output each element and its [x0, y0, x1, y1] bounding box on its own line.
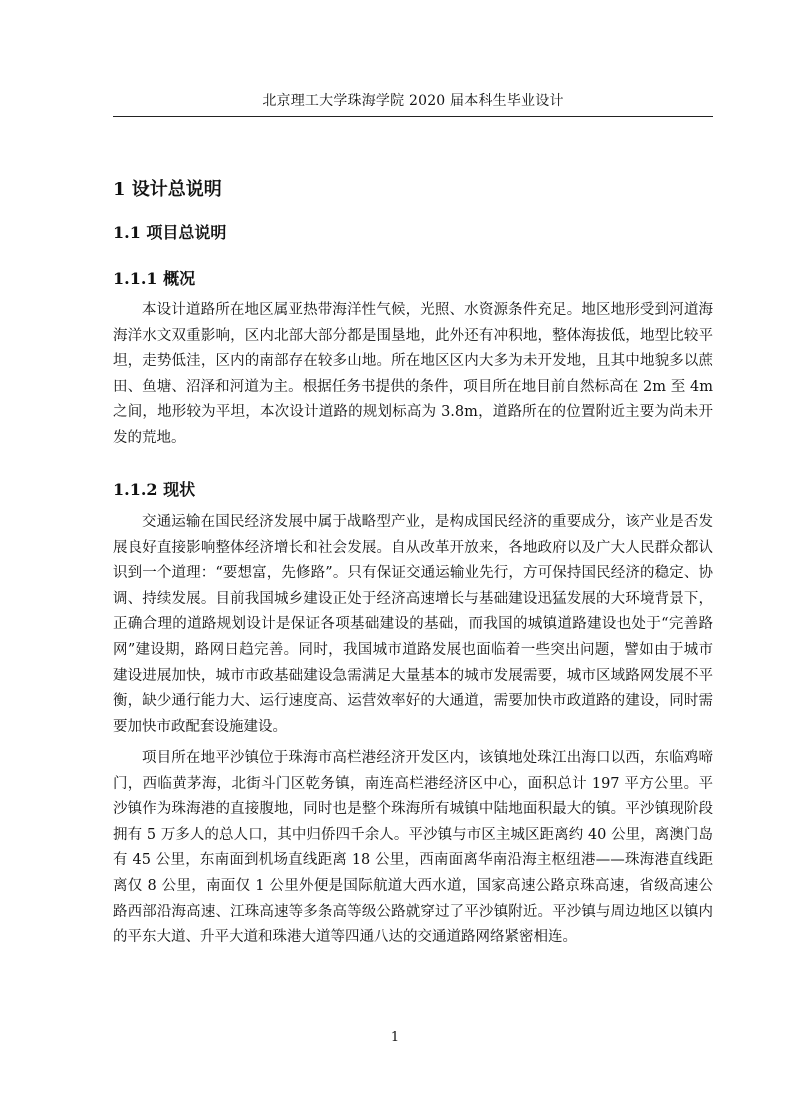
subsection-heading-status: 1.1.2 现状 [113, 480, 196, 499]
subsection-heading-overview: 1.1.1 概况 [113, 269, 196, 288]
chapter-heading: 1 设计总说明 [113, 179, 222, 200]
paragraph-status-2: 项目所在地平沙镇位于珠海市高栏港经济开发区内，该镇地处珠江出海口以西，东临鸡啼门，西临黄茅海，北街斗门区乾务镇，南连高栏港经济区中心，面积总计 197 平方公里。平沙镇作为珠海港的直接腹地，同时也是整个珠海所有城镇中陆地面积最大的镇。平沙镇现阶段拥有 5 万多人的总人口，其中归侨四千余人。平沙镇与市区主城区距离约 40 公里，离澳门岛有 45 公里，东南面到机场直线距离 18 公里，西南面离华南沿海主枢纽港——珠海港直线距离仅 8 公里，南面仅 1 公里外便是国际航道大西水道，国家高速公路京珠高速，省级高速公路西部沿海高速、江珠高速等多条高等级公路就穿过了平沙镇附近。平沙镇与周边地区以镇内的平东大道、升平大道和珠港大道等四通八达的交通道路网络紧密相连。 [113, 750, 713, 946]
paragraph-status-1: 交通运输在国民经济发展中属于战略型产业，是构成国民经济的重要成分，该产业是否发展良好直接影响整体经济增长和社会发展。自从改革开放来，各地政府以及广大人民群众都认识到一个道理：“要想富，先修路”。只有保证交通运输业先行，方可保持国民经济的稳定、协调、持续发展。目前我国城乡建设正处于经济高速增长与基础建设迅猛发展的大环境背景下，正确合理的道路规划设计是保证各项基础建设的基础，而我国的城镇道路建设也处于“完善路网”建设期，路网日趋完善。同时，我国城市道路发展也面临着一些突出问题，譬如由于城市建设进展加快，城市市政基础建设急需满足大量基本的城市发展需要，城市区域路网发展不平衡，缺少通行能力大、运行速度高、运营效率好的大通道，需要加快市政道路的建设，同时需要加快市政配套设施建设。 [113, 514, 713, 735]
section-heading: 1.1 项目总说明 [113, 223, 227, 242]
running-header: 北京理工大学珠海学院 2020 届本科生毕业设计 [262, 93, 564, 109]
page-number: 1 [390, 1030, 400, 1045]
header-rule [113, 116, 713, 117]
paragraph-overview: 本设计道路所在地区属亚热带海洋性气候，光照、水资源条件充足。地区地形受到河道海海洋水文双重影响，区内北部大部分都是围垦地，此外还有冲积地，整体海拔低，地型比较平坦，走势低洼，区内的南部存在较多山地。所在地区区内大多为未开发地，且其中地貌多以蔗田、鱼塘、沼泽和河道为主。根据任务书提供的条件，项目所在地目前自然标高在 2m 至 4m 之间，地形较为平坦，本次设计道路的规划标高为 3.8m，道路所在的位置附近主要为尚未开发的荒地。 [113, 302, 713, 446]
